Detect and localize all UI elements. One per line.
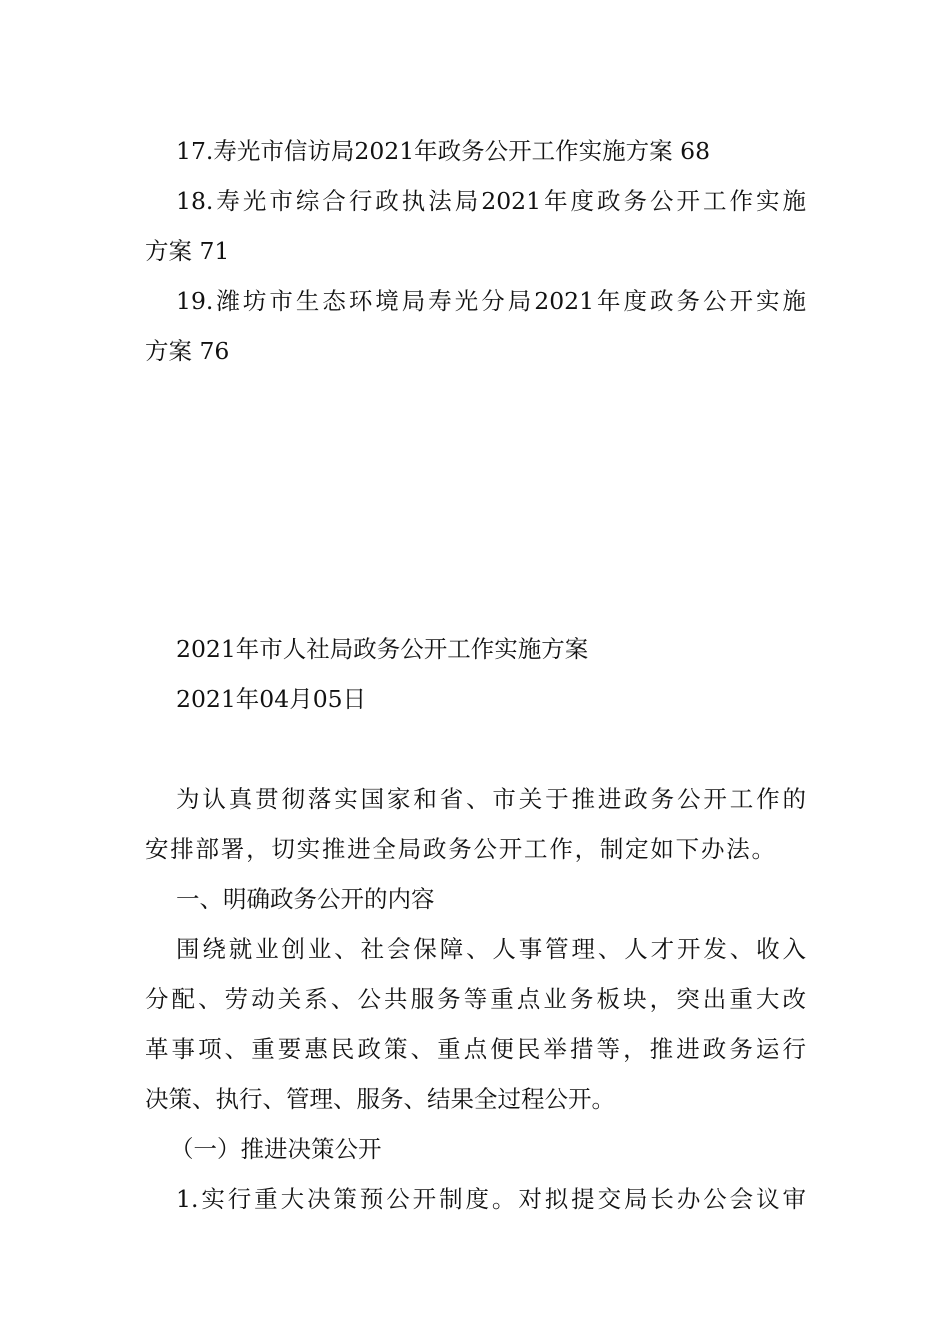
- toc-item-18-line-1: 18.寿光市综合行政执法局2021年度政务公开工作实施: [176, 187, 806, 215]
- toc-item-19-line-2: 方案 76: [145, 337, 230, 365]
- document-date: 2021年04月05日: [176, 685, 367, 713]
- item-1-line-1: 1.实行重大决策预公开制度。对拟提交局长办公会议审: [176, 1185, 806, 1213]
- toc-item-19-line-1: 19.潍坊市生态环境局寿光分局2021年度政务公开实施: [176, 287, 806, 315]
- section-1-line-1: 围绕就业创业、社会保障、人事管理、人才开发、收入: [176, 935, 806, 963]
- section-1-line-3: 革事项、重要惠民政策、重点便民举措等，推进政务运行: [145, 1035, 806, 1063]
- document-title: 2021年市人社局政务公开工作实施方案: [176, 635, 589, 663]
- subsection-1-heading: （一）推进决策公开: [170, 1135, 382, 1163]
- section-1-line-4: 决策、执行、管理、服务、结果全过程公开。: [145, 1085, 615, 1113]
- section-1-line-2: 分配、劳动关系、公共服务等重点业务板块，突出重大改: [145, 985, 806, 1013]
- intro-paragraph-line-2: 安排部署，切实推进全局政务公开工作，制定如下办法。: [145, 835, 775, 863]
- toc-item-18-line-2: 方案 71: [145, 237, 230, 265]
- section-1-heading: 一、明确政务公开的内容: [176, 885, 435, 913]
- intro-paragraph-line-1: 为认真贯彻落实国家和省、市关于推进政务公开工作的: [176, 785, 806, 813]
- toc-item-17: 17.寿光市信访局2021年政务公开工作实施方案 68: [176, 137, 711, 165]
